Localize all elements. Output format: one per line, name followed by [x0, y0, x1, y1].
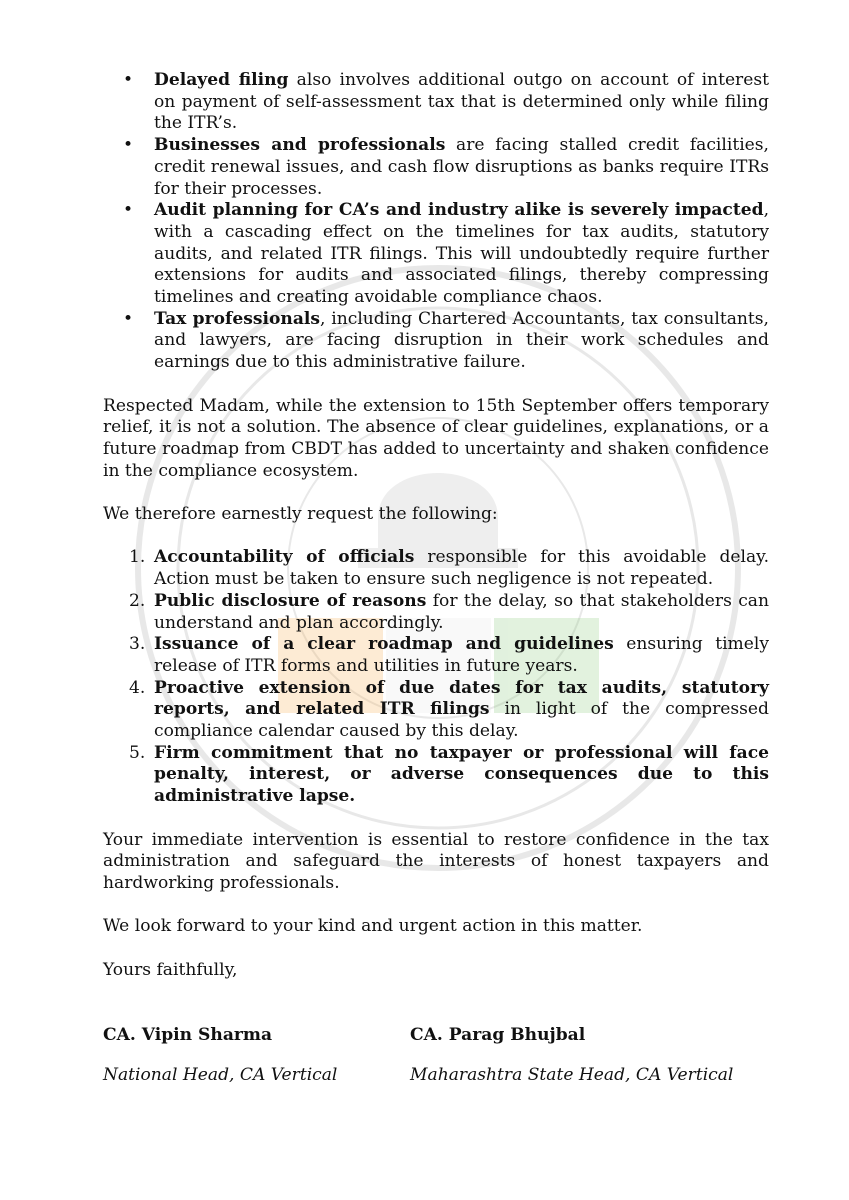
bullet-item-bold: Delayed filing [154, 70, 289, 90]
request-item-text: ensuring timely release of ITR forms and utilities in future years. [154, 634, 769, 676]
request-item-bold: Public disclosure of reasons [154, 590, 427, 611]
impact-bullet-list [103, 70, 769, 374]
look-forward-paragraph: We look forward to your kind and urgent action in this matter. [103, 916, 643, 937]
bullet-item-text: , including Chartered Accountants, tax consultants, and lawyers, are facing disruption in their work schedules and earnings due to this administrative failure. [154, 308, 769, 373]
closing-line: Yours faithfully, [103, 959, 238, 980]
request-item [103, 547, 769, 590]
signatory-2 [410, 1025, 733, 1086]
letter-body [103, 70, 769, 981]
request-number: 2. [129, 590, 146, 611]
request-item [103, 591, 769, 634]
request-intro-paragraph: We therefore earnestly request the following: [103, 504, 498, 525]
request-item-bold: Issuance of a clear roadmap and guidelines [154, 634, 614, 655]
request-item-bold: Proactive extension of due dates for tax audits, statutory reports, and related ITR filings [154, 677, 769, 720]
request-item [103, 743, 769, 808]
bullet-item-text: are facing stalled credit facilities, credit renewal issues, and cash flow disruptions as banks require ITRs for their processes. [154, 135, 769, 199]
request-item-text: responsible for this avoidable delay. Action must be taken to ensure such negligence is not repeated. [154, 547, 769, 590]
request-item-bold: Accountability of officials [154, 547, 415, 568]
signatory-role: Maharashtra State Head, CA Vertical [410, 1064, 734, 1085]
signatory-role: National Head, CA Vertical [103, 1064, 338, 1085]
request-item-text: in light of the compressed compliance calendar caused by this delay. [154, 699, 769, 742]
request-number: 1. [129, 547, 146, 568]
bullet-item-text: also involves additional outgo on account of interest on payment of self-assessment tax that is determined only while filing the ITR’s. [154, 70, 769, 134]
intervention-paragraph: Your immediate intervention is essential to restore confidence in the tax administration and safeguard the interests of honest taxpayers and hardworking professionals. [103, 829, 769, 893]
bullet-item [103, 200, 769, 309]
request-number: 4. [129, 677, 146, 698]
bullet-item [103, 70, 769, 135]
request-item [103, 634, 769, 677]
signatory-name: CA. Vipin Sharma [103, 1025, 273, 1045]
bullet-item [103, 309, 769, 374]
bullet-item-bold: Audit planning for CA’s and industry alike is severely impacted [154, 200, 764, 221]
bullet-item [103, 135, 769, 200]
bullet-item-bold: Tax professionals [154, 308, 321, 329]
madam-paragraph: Respected Madam, while the extension to 15th September offers temporary relief, it is not a solution. The absence of clear guidelines, explanations, or a future roadmap from CBDT has added to uncertainty and shaken confidence in the compliance ecosystem. [103, 395, 769, 481]
bullet-item-bold: Businesses and professionals [154, 135, 446, 156]
signatory-name: CA. Parag Bhujbal [410, 1025, 586, 1045]
bullet-item-text: , with a cascading effect on the timelines for tax audits, statutory audits, and related ITR filings. This will undoubtedly require further extensions for audits and associated filings, thereby compressing timelines and creating avoidable compliance chaos. [154, 200, 769, 308]
request-item-text: for the delay, so that stakeholders can understand and plan accordingly. [154, 590, 769, 633]
request-list [103, 547, 769, 807]
signatory-1 [103, 1025, 337, 1086]
request-item-bold: Firm commitment that no taxpayer or professional will face penalty, interest, or adverse consequences due to this administrative lapse. [154, 742, 769, 807]
request-number: 3. [129, 634, 146, 655]
request-item [103, 678, 769, 743]
request-number: 5. [129, 742, 146, 763]
